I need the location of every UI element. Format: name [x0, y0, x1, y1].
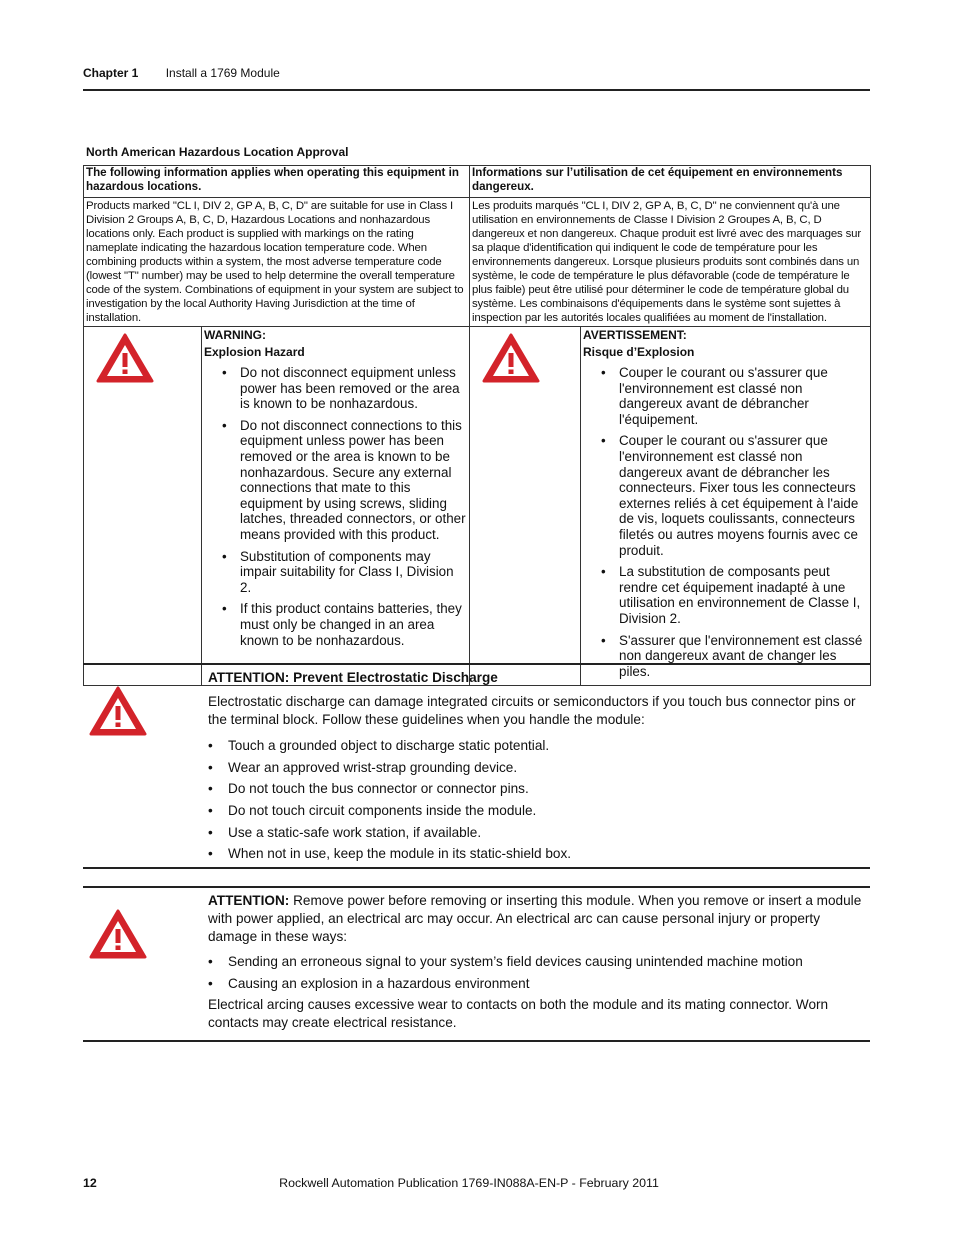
- esd-intro: Electrostatic discharge can damage integrated circuits or semiconductors if you touch bus connector pins or the terminal block. Follow these guidelines when you handle the module:: [208, 694, 856, 727]
- en-header: The following information applies when operating this equipment in hazardous locations.: [84, 166, 470, 198]
- warning-triangle-icon: [89, 685, 147, 737]
- list-item: • Use a static-safe work station, if available.: [208, 824, 870, 842]
- power-label: ATTENTION:: [208, 893, 290, 908]
- list-item: • S'assurer que l'environnement est classé non dangereux avant de changer les piles.: [601, 633, 868, 680]
- fr-warning-label: AVERTISSEMENT:: [583, 328, 687, 342]
- list-item: • Causing an explosion in a hazardous environment: [208, 975, 870, 993]
- list-item: • Do not disconnect equipment unless power has been removed or the area is known to be nonhazardous.: [222, 365, 467, 412]
- esd-attention: [83, 663, 870, 869]
- fr-warning-icon-cell: [470, 327, 581, 686]
- list-item: • Couper le courant ou s'assurer que l'environnement est classé non dangereux avant de débrancher l'équipement.: [601, 365, 868, 427]
- page-number: 12: [83, 1176, 97, 1190]
- header-rule: [83, 89, 870, 91]
- hazardous-approval-table: [83, 165, 871, 686]
- list-item: • Sending an erroneous signal to your system’s field devices causing unintended machine motion: [208, 953, 870, 971]
- list-item: • Do not touch the bus connector or connector pins.: [208, 780, 870, 798]
- list-item: • La substitution de composants peut rendre cet équipement inadapté à une utilisation en environnement de Classe I, Division 2.: [601, 564, 868, 626]
- fr-warning-list: [583, 365, 868, 679]
- chapter-label: Chapter 1: [83, 66, 139, 80]
- power-list: [208, 953, 870, 993]
- power-content: [208, 888, 870, 1032]
- en-warning: [202, 327, 470, 686]
- list-item: • Substitution of components may impair suitability for Class I, Division 2.: [222, 549, 467, 596]
- esd-title: ATTENTION: Prevent Electrostatic Discharge: [208, 670, 498, 685]
- power-intro: Remove power before removing or inserting this module. When you remove or insert a module with power applied, an electrical arc may occur. An electrical arc can cause personal injury or property damage in these ways:: [208, 893, 862, 944]
- en-warning-list: [204, 365, 467, 648]
- chapter-title: Install a 1769 Module: [165, 66, 280, 80]
- esd-content: [208, 665, 870, 863]
- list-item: • Do not touch circuit components inside the module.: [208, 802, 870, 820]
- list-item: • Wear an approved wrist-strap grounding device.: [208, 759, 870, 777]
- list-item: • Couper le courant ou s'assurer que l'environnement est classé non dangereux avant de débrancher les connecteurs. Fixer tous les connecteurs externes reliés à cet équipement à l'aide de vis, loquets coulissants, connecteurs filetés ou autres moyens fournis avec ce produit.: [601, 433, 868, 558]
- list-item: • When not in use, keep the module in its static-shield box.: [208, 845, 870, 863]
- warning-triangle-icon: [96, 332, 154, 384]
- list-item: • Do not disconnect connections to this equipment unless power has been removed or the area is known to be nonhazardous. Secure any external connections that mate to this equipment by using screws, sliding latches, threaded connectors, or other means provided with this product.: [222, 418, 467, 543]
- en-warning-subtitle: Explosion Hazard: [204, 345, 305, 359]
- en-warning-icon-cell: [84, 327, 202, 686]
- en-body: Products marked "CL I, DIV 2, GP A, B, C, D" are suitable for use in Class I Division 2 Groups A, B, C, D, Hazardous Locations and nonhazardous locations only. Each product is supplied with markings on the rating nameplate indicating the hazardous location temperature code. When combining products within a system, the most adverse temperature code (lowest "T" number) may be used to help determine the overall temperature code of the system. Combinations of equipment in your system are subject to investigation by the local Authority Having Jurisdiction at the time of installation.: [84, 198, 470, 327]
- approval-title: North American Hazardous Location Approval: [86, 145, 349, 159]
- warning-triangle-icon: [89, 908, 147, 960]
- power-paragraph: [208, 892, 870, 946]
- list-item: • Touch a grounded object to discharge static potential.: [208, 737, 870, 755]
- fr-warning: [581, 327, 871, 686]
- fr-header: Informations sur l’utilisation de cet équipement en environnements dangereux.: [470, 166, 871, 198]
- esd-list: [208, 737, 870, 863]
- page-header: [83, 66, 280, 80]
- power-outro: Electrical arcing causes excessive wear to contacts on both the module and its mating connector. Worn contacts may create electrical resistance.: [208, 997, 829, 1031]
- list-item: • If this product contains batteries, they must only be changed in an area known to be nonhazardous.: [222, 601, 467, 648]
- fr-warning-subtitle: Risque d’Explosion: [583, 345, 695, 359]
- publication-info: Rockwell Automation Publication 1769-IN088A-EN-P - February 2011: [279, 1176, 659, 1190]
- en-warning-label: WARNING:: [204, 328, 266, 342]
- warning-triangle-icon: [482, 332, 540, 384]
- fr-body: Les produits marqués "CL I, DIV 2, GP A, B, C, D" ne conviennent qu'à une utilisation en environnements de Classe I Division 2 Groupes A, B, C, D dangereux et non dangereux. Chaque produit est livré avec des marquages sur sa plaque d'identification qui indiquent le code de température pour les environnements dangereux. Lorsque plusieurs produits sont combinés dans un système, le code de température le plus défavorable (code de température le plus faible) peut être utilisé pour déterminer le code de température global du système. Les combinaisons d'équipements dans le système sont sujettes à inspection par les autorités locales qualifiées au moment de l'installation.: [470, 198, 871, 327]
- power-attention: [83, 886, 870, 1042]
